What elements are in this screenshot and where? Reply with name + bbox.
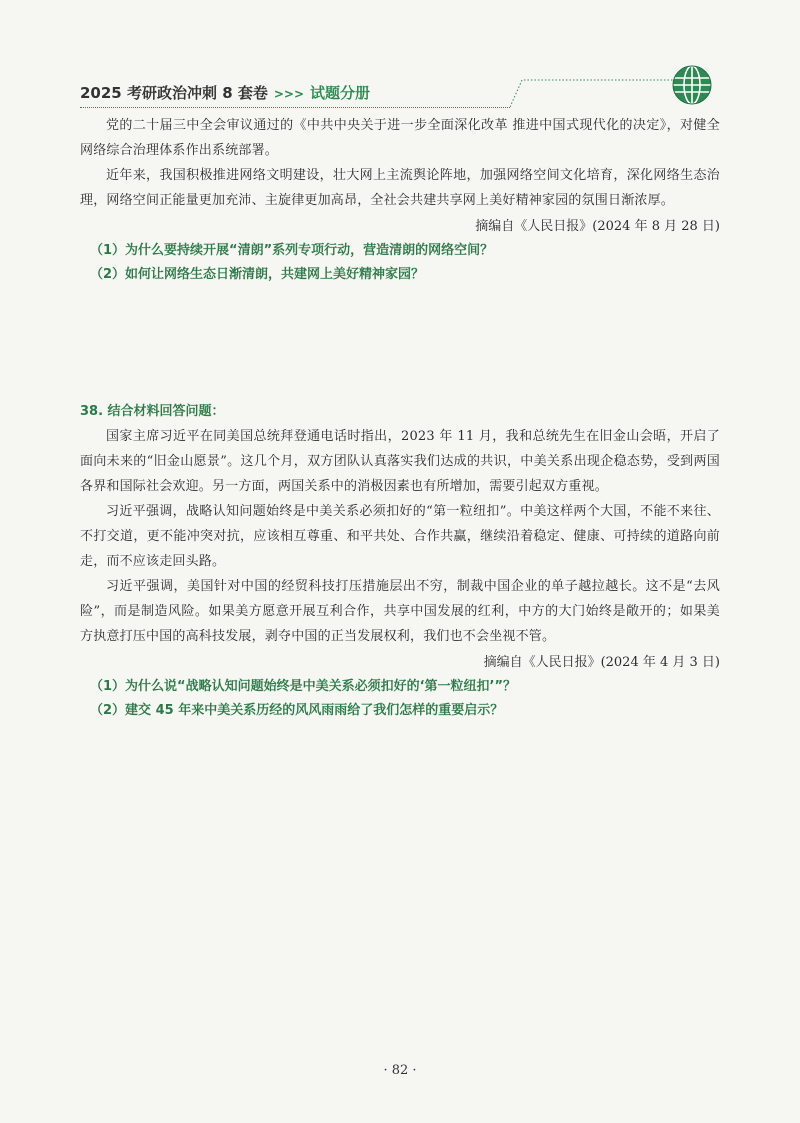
- question-38-section: [80, 400, 720, 723]
- paragraph: 党的二十届三中全会审议通过的《中共中央关于进一步全面深化改革 推进中国式现代化的决定》，对健全网络综合治理体系作出系统部署。: [80, 118, 720, 158]
- page-number: · 82 ·: [383, 1063, 417, 1078]
- source-citation: 摘编自《人民日报》(2024 年 4 月 3 日): [483, 655, 720, 670]
- question-title: 38. 结合材料回答问题：: [80, 404, 225, 419]
- page-header: [80, 70, 720, 110]
- header-title-line: [80, 82, 370, 103]
- header-underline: [80, 107, 510, 109]
- header-subtitle: 试题分册: [310, 84, 371, 102]
- paragraph: 习近平强调，美国针对中国的经贸科技打压措施层出不穷，制裁中国企业的单子越拉越长。这不是“去风险”，而是制造风险。如果美方愿意开展互利合作，共享中国发展的红利，中方的大门始终是敞开的；如果美方执意打压中国的高科技发展，剥夺中国的正当发展权利，我们也不会坐视不管。: [80, 579, 720, 644]
- paragraph: 国家主席习近平在同美国总统拜登通电话时指出，2023 年 11 月，我和总统先生在旧金山会晤，开启了面向未来的“旧金山愿景”。这几个月，双方团队认真落实我们达成的共识，中美关系出现企稳态势，受到两国各界和国际社会欢迎。另一方面，两国关系中的消极因素也有所增加，需要引起双方重视。: [80, 429, 720, 494]
- material-section-1: [80, 113, 720, 287]
- paragraph: 习近平强调，战略认知问题始终是中美关系必须扣好的“第一粒纽扣”。中美这样两个大国，不能不来往、不打交道，更不能冲突对抗，应该相互尊重、和平共处、合作共赢，继续沿着稳定、健康、可持续的道路向前走，而不应该走回头路。: [80, 504, 720, 569]
- question-item: （2）如何让网络生态日渐清朗，共建网上美好精神家园？: [90, 267, 425, 282]
- globe-icon: [671, 64, 713, 106]
- paragraph: 近年来，我国积极推进网络文明建设，壮大网上主流舆论阵地，加强网络空间文化培育，深化网络生态治理，网络空间正能量更加充沛、主旋律更加高昂，全社会共建共享网上美好精神家园的氛围日渐浓厚。: [80, 168, 720, 208]
- exam-title: 2025 考研政治冲刺 8 套卷: [80, 84, 268, 102]
- question-item: （1）为什么说“战略认知问题始终是中美关系必须扣好的‘第一粒纽扣’”？: [90, 679, 517, 694]
- question-item: （1）为什么要持续开展“清朗”系列专项行动，营造清朗的网络空间？: [90, 243, 494, 258]
- header-separator: >>>: [273, 87, 305, 101]
- source-citation: 摘编自《人民日报》(2024 年 8 月 28 日): [475, 219, 720, 234]
- question-item: （2）建交 45 年来中美关系历经的风风雨雨给了我们怎样的重要启示？: [90, 703, 504, 718]
